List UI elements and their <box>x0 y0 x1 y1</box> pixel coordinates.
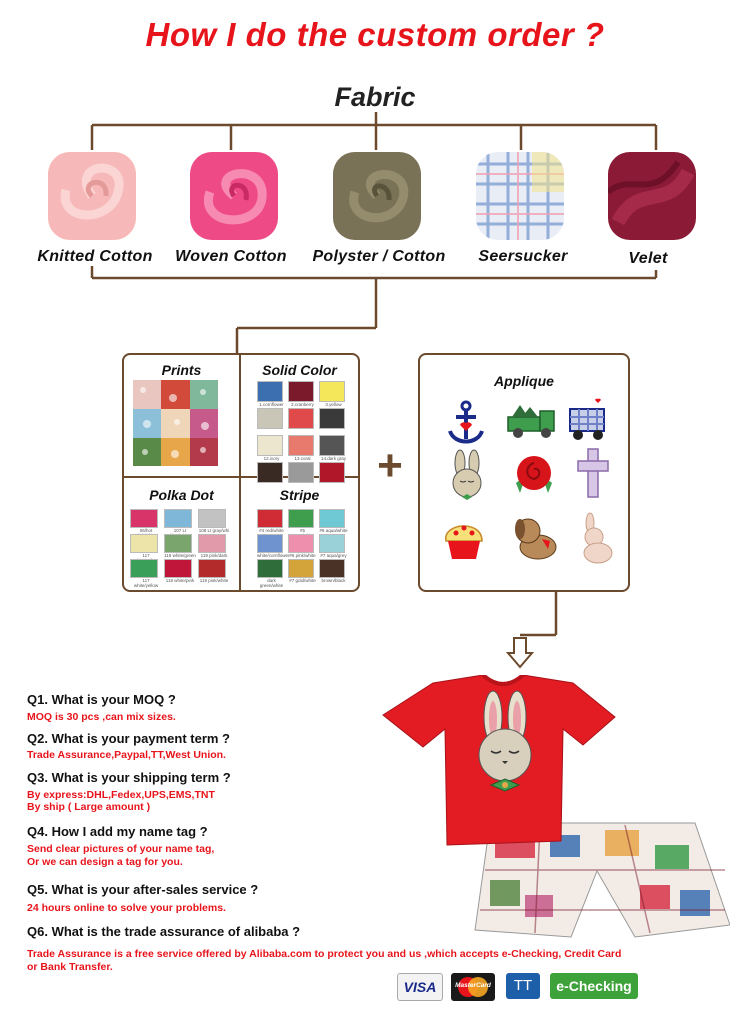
stripe-swatch-color <box>257 534 283 553</box>
solid-color-swatch-color <box>319 381 345 402</box>
polka-dot-swatch-color <box>198 509 226 528</box>
applique-box <box>418 353 630 592</box>
faq-a4-line1: Send clear pictures of your name tag, <box>27 843 215 855</box>
stripe-swatch <box>319 534 348 558</box>
stripe-swatch-caption: #5 <box>299 528 305 533</box>
solid-color-swatch <box>288 435 317 461</box>
stripe-swatch <box>257 509 286 533</box>
solid-color-swatch-color <box>257 381 283 402</box>
solid-color-swatch <box>319 462 348 483</box>
stripe-swatch-caption: #7 gold/white <box>289 578 316 583</box>
faq-q2: Q2. What is your payment term ? <box>27 731 230 746</box>
solid-color-swatch <box>319 435 348 461</box>
rabbit-icon <box>584 513 612 563</box>
cupcake-icon <box>446 526 482 560</box>
polka-dot-swatch-caption: 06/hot <box>139 528 153 533</box>
solid-color-swatch <box>319 381 348 407</box>
solid-color-swatch-caption: 14.dark gray <box>320 456 346 461</box>
solid-color-label: Solid Color <box>262 362 337 378</box>
fabric-heading: Fabric <box>334 82 416 112</box>
polka-dot-swatch-caption: 118 white/pink <box>165 578 195 583</box>
stripe-swatch <box>257 559 286 588</box>
fabric-label-polyster-cotton: Polyster / Cotton <box>312 248 446 265</box>
pattern-box <box>122 353 360 592</box>
fabric-label-velet: Velet <box>628 250 668 267</box>
stripe-swatch <box>319 509 348 533</box>
applique-label: Applique <box>494 373 554 389</box>
fabric-label-knitted-cotton: Knitted Cotton <box>37 248 153 265</box>
gingham-truck-icon <box>570 399 604 440</box>
solid-color-swatch-color <box>319 435 345 456</box>
solid-color-swatch <box>288 462 317 483</box>
solid-color-swatch <box>288 381 317 407</box>
cross-icon <box>578 449 608 497</box>
pattern-divider-v <box>239 355 241 590</box>
faq-a2-line1: Trade Assurance,Paypal,TT,West Union. <box>27 749 226 761</box>
fabric-label-seersucker: Seersucker <box>478 248 568 265</box>
stripe-swatch-color <box>319 534 345 553</box>
polka-dot-swatch <box>198 509 230 533</box>
anchor-icon <box>450 402 482 442</box>
faq-a4-line2: Or we can design a tag for you. <box>27 856 183 868</box>
solid-color-swatch-color <box>257 435 283 456</box>
polka-dot-swatch-caption: 119 pink/dark <box>200 553 228 558</box>
polka-dot-swatch-caption: 108 Lt gray/whi <box>198 528 230 533</box>
fabric-swatch-polyster-cotton <box>333 152 421 240</box>
polka-dot-swatch-color <box>198 534 226 553</box>
stripe-swatch <box>288 534 317 558</box>
solid-color-swatch <box>257 462 286 483</box>
prints-label: Prints <box>161 362 202 378</box>
polka-dot-swatch-caption: 107 Lt <box>173 528 187 533</box>
tree-truck-icon <box>508 405 554 438</box>
polka-dot-swatch-color <box>130 509 158 528</box>
solid-color-swatch <box>288 408 317 429</box>
polka-dot-swatch-caption: 119 pink/white <box>199 578 229 583</box>
polka-dot-swatch-caption: 117 white/yellow <box>133 578 159 588</box>
polka-dot-swatch <box>130 559 162 588</box>
solid-color-swatch-caption: 1.cornflower <box>259 402 284 407</box>
tt-badge: TT <box>506 973 540 999</box>
solid-color-swatch <box>319 408 348 429</box>
polka-dot-swatch <box>164 534 196 558</box>
solid-color-swatch <box>257 381 286 407</box>
solid-color-swatch-color <box>257 462 283 483</box>
solid-color-swatch <box>257 435 286 461</box>
stripe-swatch-caption: #6 pink/white <box>289 553 316 558</box>
rose-icon <box>516 456 552 493</box>
faq-a6-line1: Trade Assurance is a free service offered by Alibaba.com to protect you and us ,which accepts e-Checking, Credit Card <box>27 948 622 960</box>
faq-q6: Q6. What is the trade assurance of alibaba ? <box>27 924 301 939</box>
polka-dot-grid <box>130 509 234 587</box>
fabric-swatch-knitted-cotton <box>48 152 136 240</box>
stripe-swatch-color <box>257 509 283 528</box>
faq-a6-line2: or Bank Transfer. <box>27 961 113 973</box>
fabric-swatch-seersucker <box>476 152 564 240</box>
solid-color-swatch-color <box>288 435 314 456</box>
solid-color-swatch-color <box>288 381 314 402</box>
faq-q4: Q4. How I add my name tag ? <box>27 824 208 839</box>
solid-color-swatch-caption: 13.coral <box>294 456 311 461</box>
outfit-image <box>375 675 730 940</box>
stripe-swatch-color <box>288 509 314 528</box>
polka-dot-swatch-caption: 117 <box>142 553 150 558</box>
solid-color-swatch-caption: 12.ivory <box>263 456 280 461</box>
faq-a3-line1: By express:DHL,Fedex,UPS,EMS,TNT <box>27 789 215 801</box>
stripe-swatch-color <box>257 559 283 578</box>
solid-color-swatch-caption: 3.yellow <box>325 402 342 407</box>
stripe-swatch-caption: #6 aqua/white <box>319 528 348 533</box>
polka-dot-swatch-color <box>164 509 192 528</box>
faq-q1: Q1. What is your MOQ ? <box>27 692 176 707</box>
puppy-icon <box>515 519 556 559</box>
stripe-grid <box>257 509 355 587</box>
solid-color-swatch-caption: 2.cranberry <box>291 402 314 407</box>
polka-dot-swatch-color <box>164 559 192 578</box>
down-arrow-icon <box>508 638 532 667</box>
stripe-swatch-color <box>288 559 314 578</box>
page-title: How I do the custom order ? <box>145 16 605 53</box>
solid-color-swatch-color <box>319 462 345 483</box>
polka-dot-swatch <box>164 559 196 583</box>
stripe-swatch-color <box>319 509 345 528</box>
stripe-swatch <box>257 534 290 558</box>
solid-color-swatch-color <box>288 408 314 429</box>
polka-dot-swatch-color <box>130 559 158 578</box>
stripe-swatch <box>288 559 317 583</box>
applique-designs <box>430 395 620 581</box>
echecking-badge: e-Checking <box>550 973 638 999</box>
bunny-icon <box>453 450 481 500</box>
fabric-swatch-woven-cotton <box>190 152 278 240</box>
solid-color-swatch <box>257 408 286 429</box>
visa-badge: VISA <box>397 973 443 1001</box>
fabric-swatch-velet <box>608 152 696 240</box>
solid-color-swatch-color <box>257 408 283 429</box>
solid-color-swatch-color <box>288 462 314 483</box>
prints-collage <box>133 380 218 466</box>
faq-q5: Q5. What is your after-sales service ? <box>27 882 259 897</box>
stripe-swatch-color <box>319 559 345 578</box>
stripe-swatch-caption: dark green/white <box>259 578 284 588</box>
faq-q3: Q3. What is your shipping term ? <box>27 770 231 785</box>
polka-dot-label: Polka Dot <box>149 487 214 503</box>
polka-dot-swatch-color <box>164 534 192 553</box>
stripe-swatch-color <box>288 534 314 553</box>
mastercard-label: MasterCard <box>455 982 491 989</box>
stripe-swatch <box>319 559 348 583</box>
plus-sign: + <box>377 441 403 490</box>
mastercard-badge <box>451 973 495 1001</box>
faq-a5-line1: 24 hours online to solve your problems. <box>27 902 226 914</box>
solid-color-swatch-color <box>319 408 345 429</box>
stripe-swatch-caption: white/cornflower <box>257 553 290 558</box>
stripe-swatch-caption: #4 red/white <box>259 528 284 533</box>
polka-dot-swatch-caption: 118 white/green <box>164 553 196 558</box>
faq-a3-line2: By ship ( Large amount ) <box>27 801 151 813</box>
polka-dot-swatch <box>198 559 230 583</box>
stripe-swatch-caption: brown/black <box>321 578 346 583</box>
stripe-swatch-caption: #7 aqua/grey <box>320 553 347 558</box>
polka-dot-swatch-color <box>198 559 226 578</box>
fabric-label-woven-cotton: Woven Cotton <box>175 248 287 265</box>
solid-color-grid <box>257 381 353 467</box>
stripe-label: Stripe <box>279 487 320 503</box>
polka-dot-swatch-color <box>130 534 158 553</box>
faq-a1-line1: MOQ is 30 pcs ,can mix sizes. <box>27 711 176 723</box>
